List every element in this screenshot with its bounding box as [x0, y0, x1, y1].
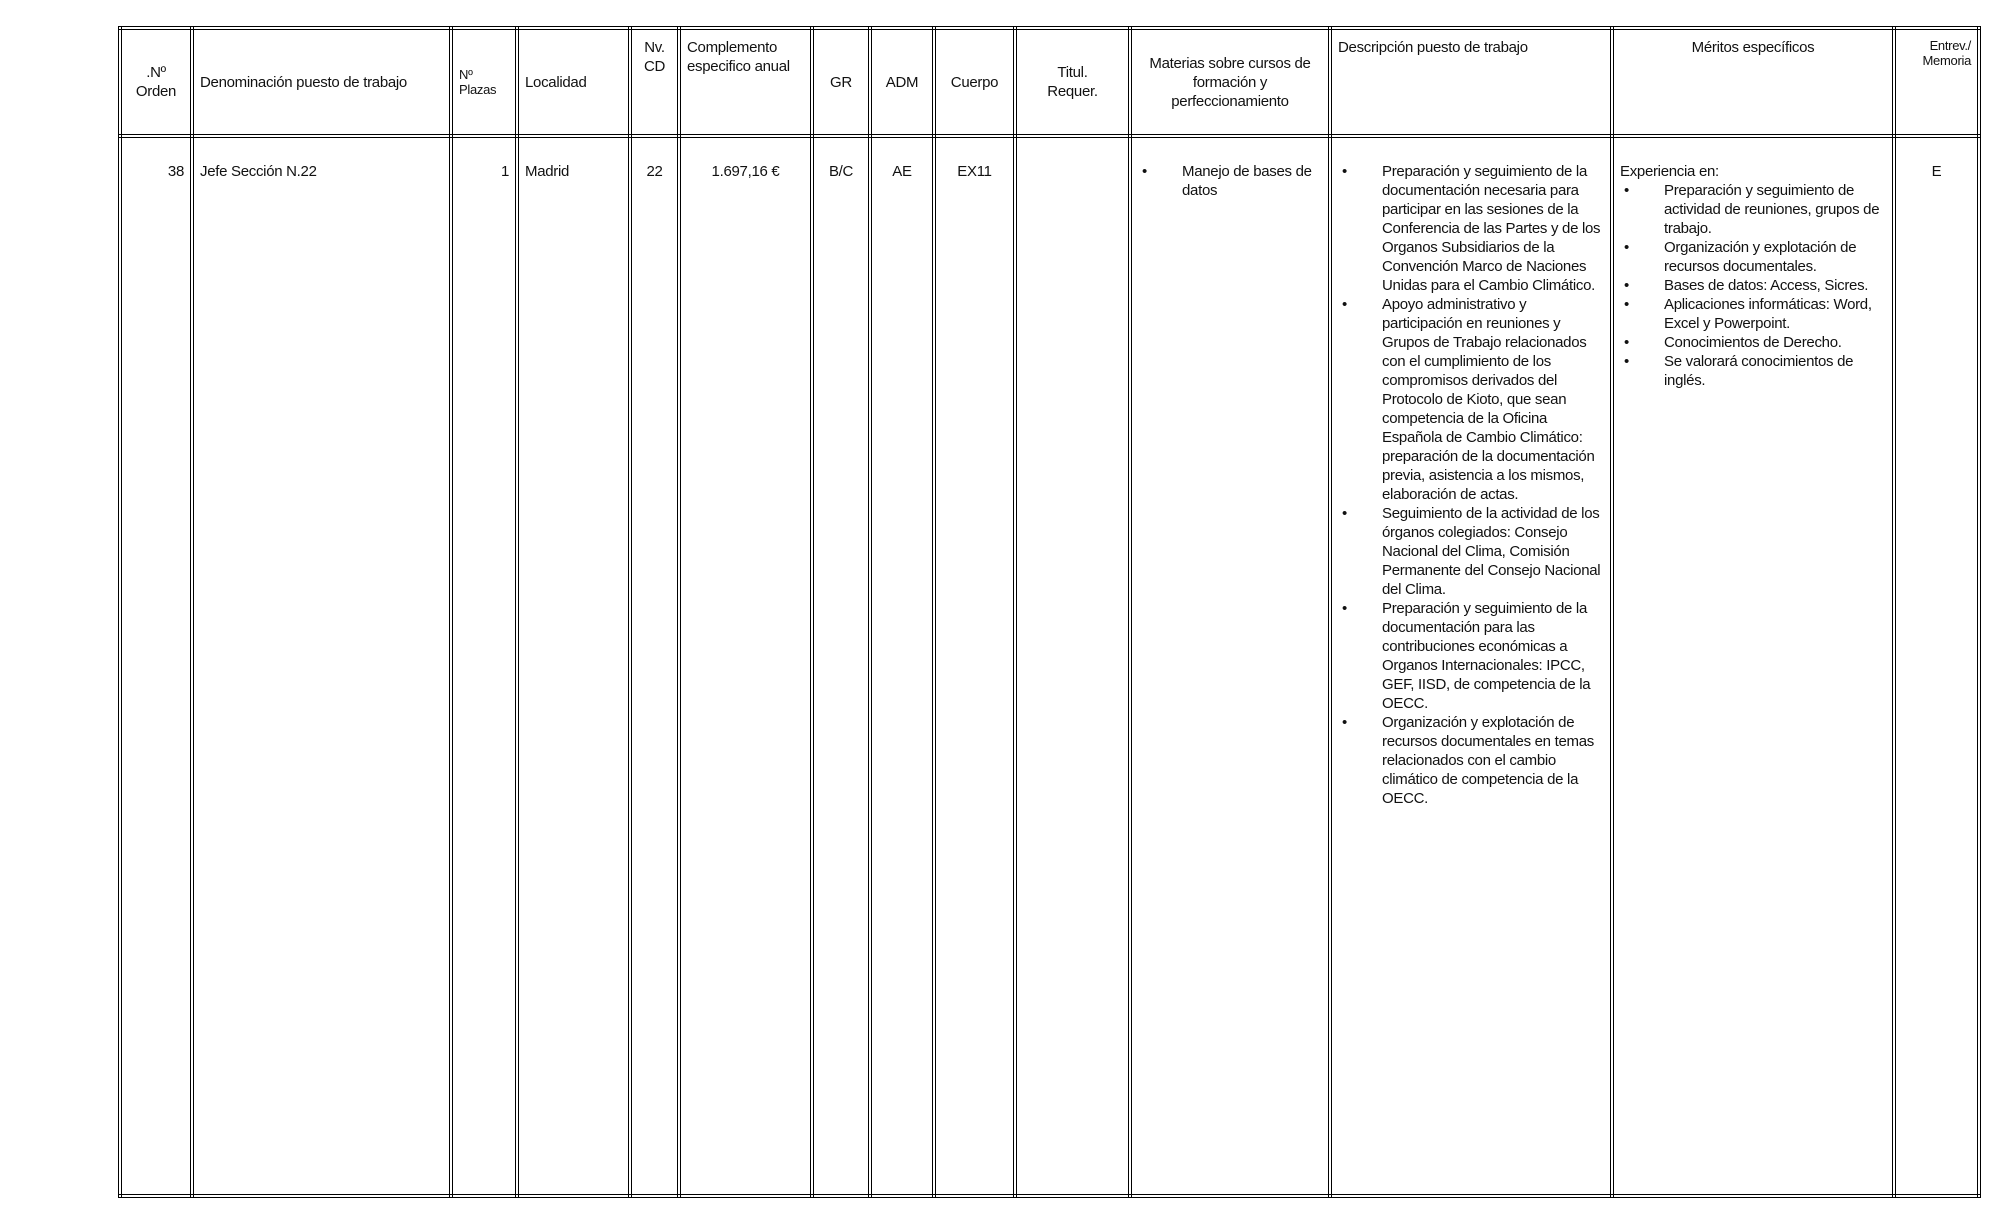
header-row [120, 28, 1979, 136]
cell-meritos [1612, 136, 1894, 1196]
cell-materias [1130, 136, 1330, 1196]
job-positions-table [118, 26, 1981, 1198]
merito-item: • Preparación y seguimiento de actividad de reuniones, grupos de trabajo. [1620, 181, 1886, 238]
header-adm: ADM [870, 28, 934, 136]
header-nivel: Nv. CD [630, 28, 679, 136]
table-row [120, 136, 1979, 1196]
cell-orden: 38 [120, 136, 192, 1196]
cell-gr: B/C [812, 136, 870, 1196]
cell-cuerpo: EX11 [934, 136, 1015, 1196]
cell-titul [1015, 136, 1130, 1196]
header-complemento: Complemento especifico anual [679, 28, 812, 136]
cell-denominacion: Jefe Sección N.22 [192, 136, 451, 1196]
header-titul: Titul. Requer. [1015, 28, 1130, 136]
merito-item: • Aplicaciones informáticas: Word, Excel y Powerpoint. [1620, 295, 1886, 333]
header-denominacion: Denominación puesto de trabajo [192, 28, 451, 136]
header-materias: Materias sobre cursos de formación y perfeccionamiento [1130, 28, 1330, 136]
descripcion-item: • Organización y explotación de recursos documentales en temas relacionados con el cambio climático de competencia de la OECC. [1338, 713, 1604, 808]
header-orden: .Nº Orden [120, 28, 192, 136]
cell-entrev: E [1894, 136, 1979, 1196]
header-descripcion: Descripción puesto de trabajo [1330, 28, 1612, 136]
merito-item: • Organización y explotación de recursos documentales. [1620, 238, 1886, 276]
merito-item: • Bases de datos: Access, Sicres. [1620, 276, 1886, 295]
header-cuerpo: Cuerpo [934, 28, 1015, 136]
cell-localidad: Madrid [517, 136, 630, 1196]
header-meritos: Méritos específicos [1612, 28, 1894, 136]
header-localidad: Localidad [517, 28, 630, 136]
materia-item: • Manejo de bases de datos [1138, 162, 1322, 200]
cell-descripcion [1330, 136, 1612, 1196]
header-plazas: Nº Plazas [451, 28, 517, 136]
header-gr: GR [812, 28, 870, 136]
header-entrev: Entrev./ Memoria [1894, 28, 1979, 136]
cell-adm: AE [870, 136, 934, 1196]
meritos-intro: Experiencia en: [1620, 163, 1719, 180]
descripcion-item: • Preparación y seguimiento de la documentación necesaria para participar en las sesiones de la Conferencia de las Partes y de los Organos Subsidiarios de la Convención Marco de Naciones Unidas para el Cambio Climático. [1338, 162, 1604, 295]
descripcion-item: • Apoyo administrativo y participación en reuniones y Grupos de Trabajo relacionados con el cumplimiento de los compromisos derivados del Protocolo de Kioto, que sean competencia de la Oficina Española de Cambio Climático: preparación de la documentación previa, asistencia a los mismos, elaboración de actas. [1338, 295, 1604, 504]
merito-item: • Conocimientos de Derecho. [1620, 333, 1886, 352]
cell-complemento: 1.697,16 € [679, 136, 812, 1196]
cell-nivel: 22 [630, 136, 679, 1196]
merito-item: • Se valorará conocimientos de inglés. [1620, 352, 1886, 390]
descripcion-item: • Preparación y seguimiento de la documentación para las contribuciones económicas a Organos Internacionales: IPCC, GEF, IISD, de competencia de la OECC. [1338, 599, 1604, 713]
descripcion-item: • Seguimiento de la actividad de los órganos colegiados: Consejo Nacional del Clima, Comisión Permanente del Consejo Nacional del Clima. [1338, 504, 1604, 599]
cell-plazas: 1 [451, 136, 517, 1196]
